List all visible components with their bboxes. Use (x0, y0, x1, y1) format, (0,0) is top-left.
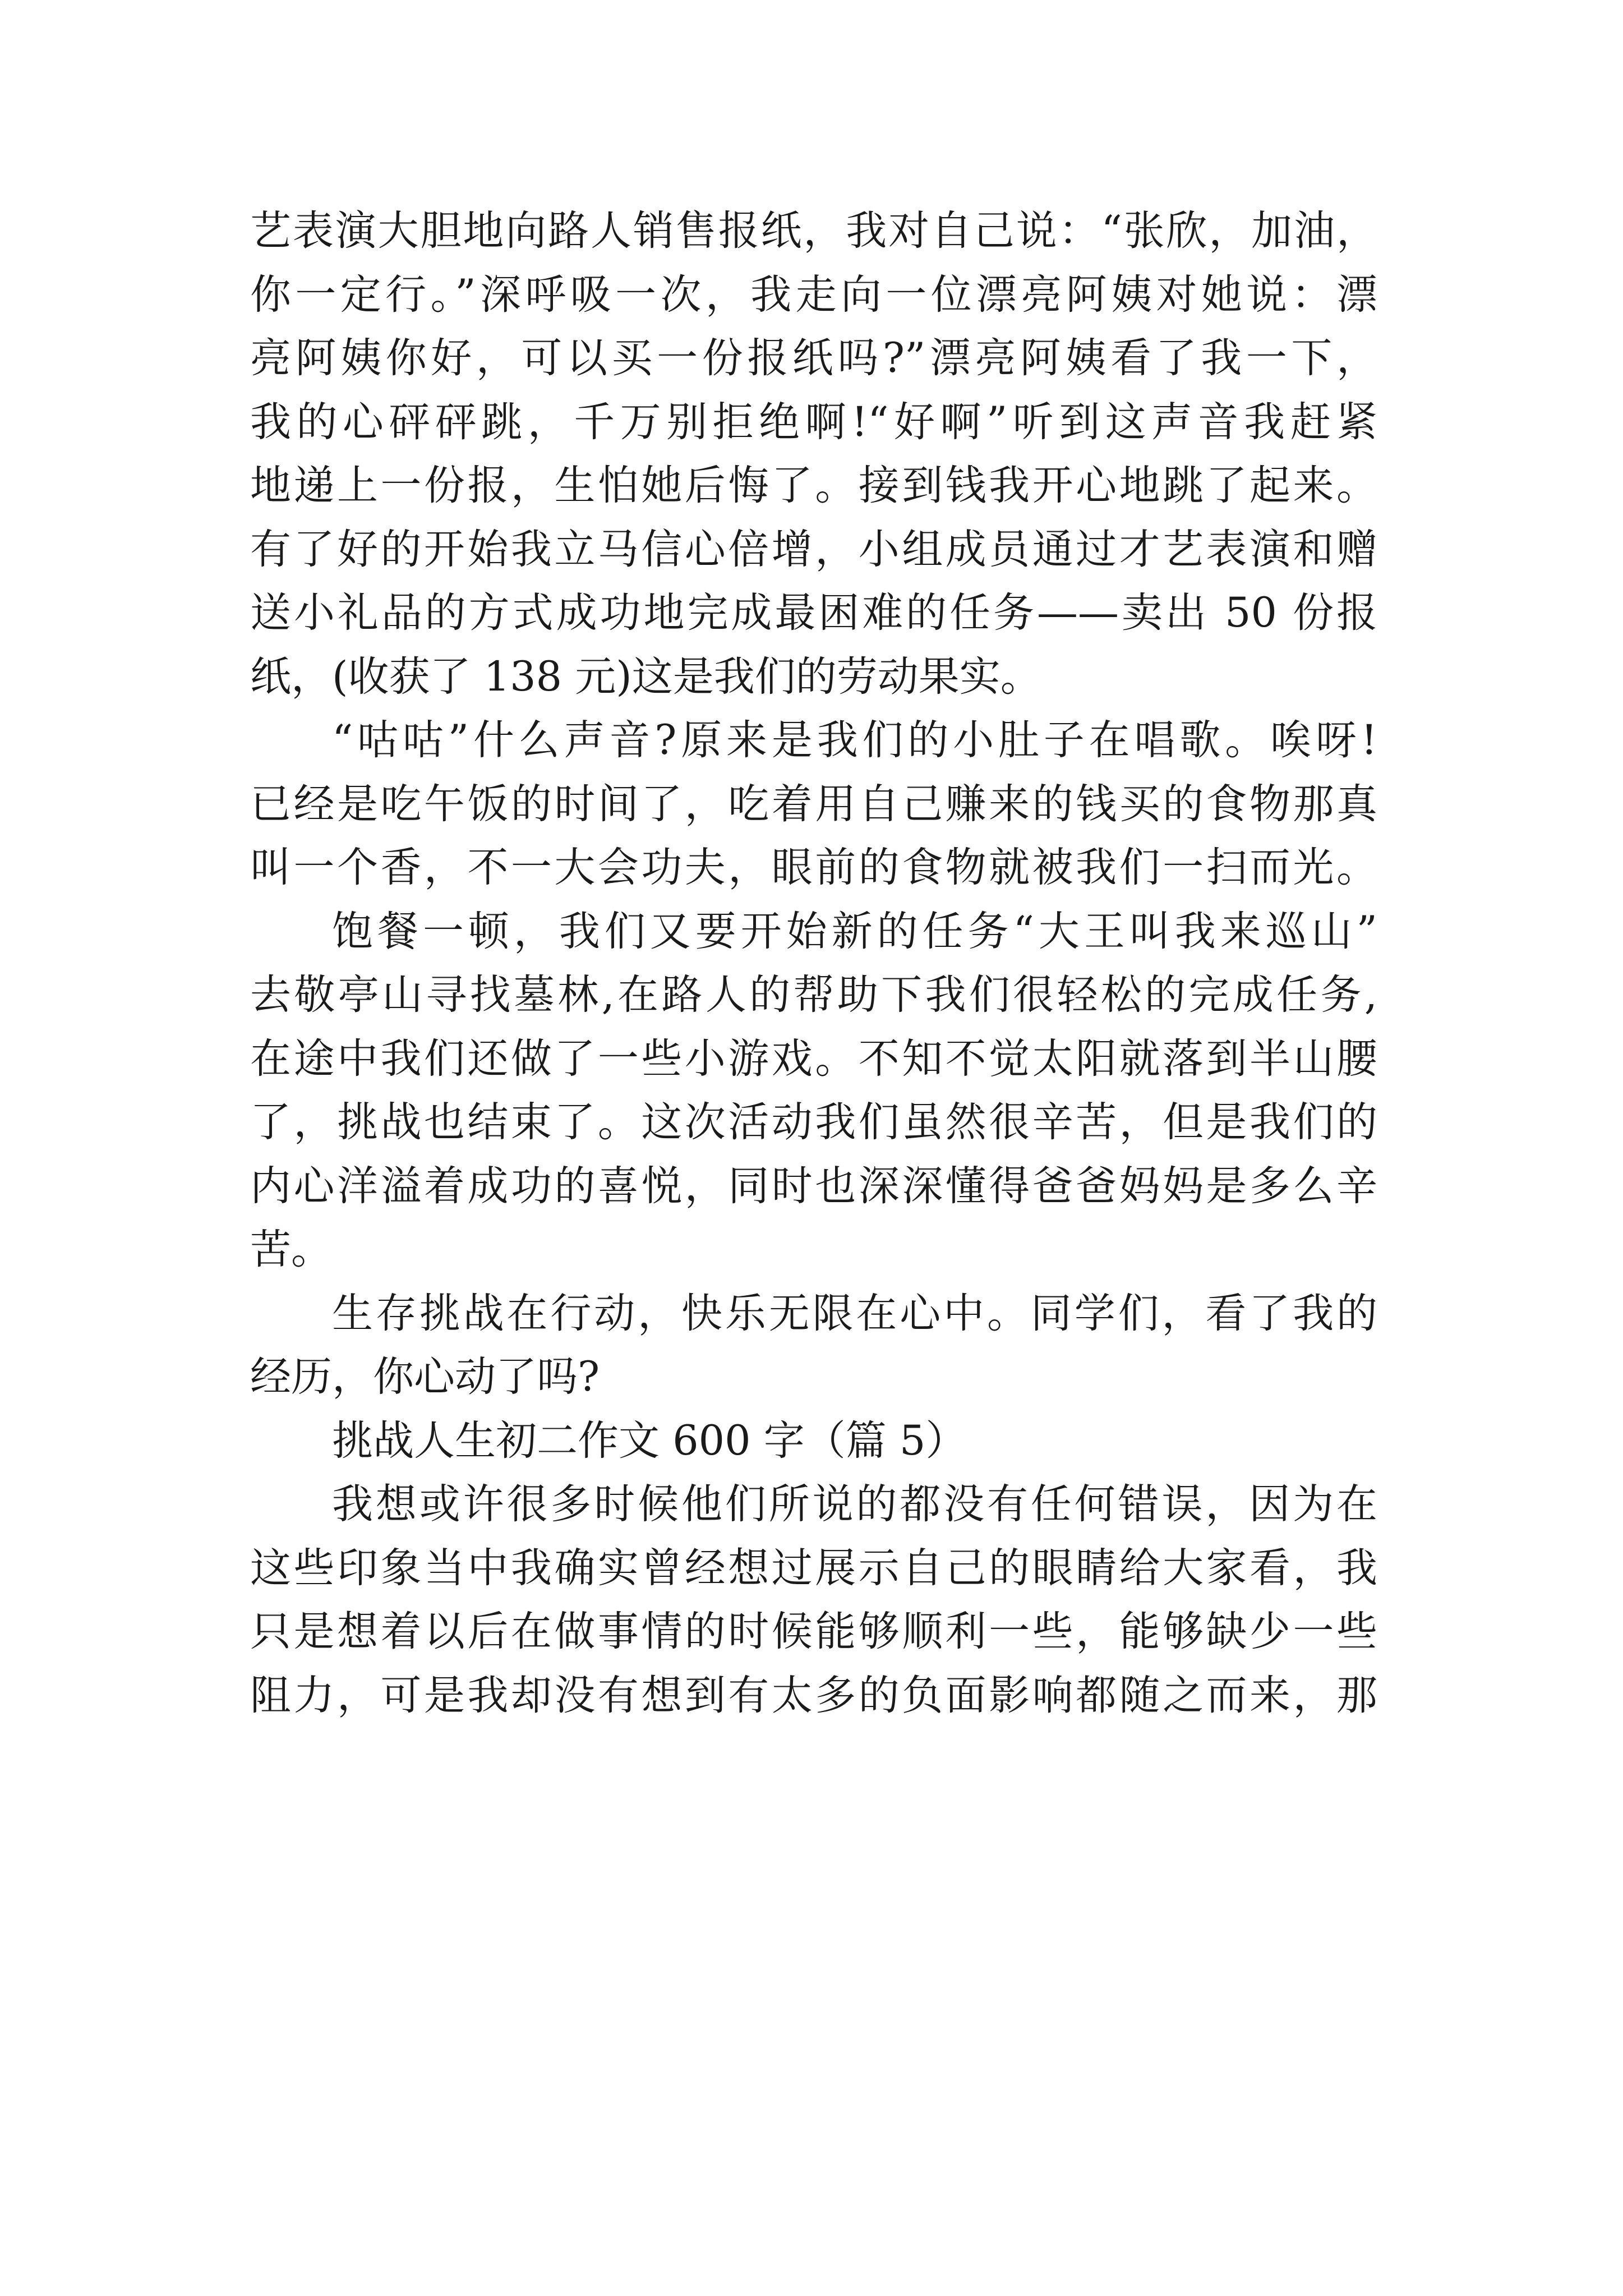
text-line: 挑战人生初二作文 600 字（篇 5） (332, 1416, 967, 1465)
text-line: 我想或许很多时候他们所说的都没有任何错误，因为在 (332, 1480, 1377, 1528)
text-line: 纸，(收获了 138 元)这是我们的劳动果实。 (250, 652, 1041, 701)
body-text (250, 199, 1377, 1727)
text-line: 亮阿姨你好，可以买一份报纸吗?”漂亮阿姨看了我一下， (250, 334, 1377, 382)
text-line: 已经是吃午饭的时间了，吃着用自己赚来的钱买的食物那真 (250, 780, 1377, 828)
text-line: 叫一个香，不一大会功夫，眼前的食物就被我们一扫而光。 (250, 844, 1377, 891)
text-line: 有了好的开始我立马信心倍增，小组成员通过才艺表演和赠 (250, 525, 1377, 573)
text-line: “咕咕”什么声音?原来是我们的小肚子在唱歌。唉呀! (332, 716, 1377, 764)
text-line: 这些印象当中我确实曾经想过展示自己的眼睛给大家看，我 (250, 1544, 1377, 1592)
text-line: 经历，你心动了吗? (250, 1353, 600, 1401)
text-line: 生存挑战在行动，快乐无限在心中。同学们，看了我的 (332, 1289, 1377, 1337)
text-line: 在途中我们还做了一些小游戏。不知不觉太阳就落到半山腰 (250, 1034, 1377, 1083)
text-line: 你一定行。”深呼吸一次，我走向一位漂亮阿姨对她说：漂 (250, 270, 1377, 319)
text-line: 送小礼品的方式成功地完成最困难的任务——卖出 50 份报 (250, 589, 1377, 637)
text-line: 阻力，可是我却没有想到有太多的负面影响都随之而来，那 (250, 1671, 1377, 1719)
text-line: 我的心砰砰跳，千万别拒绝啊!“好啊”听到这声音我赶紧 (250, 398, 1377, 446)
text-line: 去敬亭山寻找墓林,在路人的帮助下我们很轻松的完成任务, (250, 971, 1377, 1019)
text-line: 苦。 (250, 1226, 332, 1273)
text-line: 饱餐一顿，我们又要开始新的任务“大王叫我来巡山” (332, 907, 1377, 955)
text-line: 了，挑战也结束了。这次活动我们虽然很辛苦，但是我们的 (250, 1098, 1377, 1146)
text-line: 地递上一份报，生怕她后悔了。接到钱我开心地跳了起来。 (250, 462, 1377, 509)
text-line: 艺表演大胆地向路人销售报纸，我对自己说：“张欣，加油， (250, 207, 1377, 255)
text-line: 内心洋溢着成功的喜悦，同时也深深懂得爸爸妈妈是多么辛 (250, 1162, 1377, 1210)
text-line: 只是想着以后在做事情的时候能够顺利一些，能够缺少一些 (250, 1608, 1377, 1655)
